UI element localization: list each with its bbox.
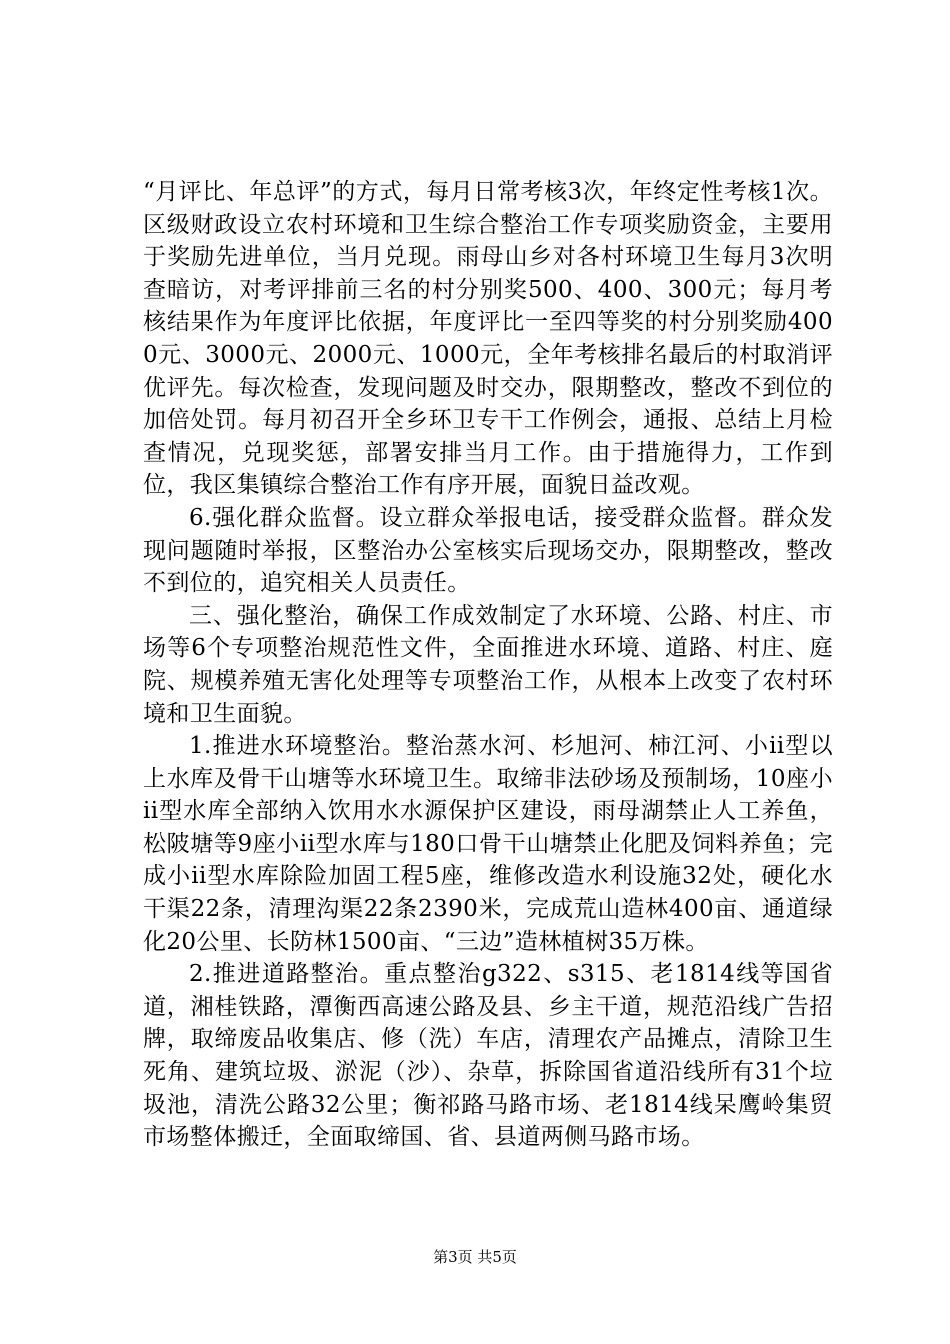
page-footer: 第3页 共5页: [433, 1248, 517, 1266]
paragraph-road-renovation: 2.推进道路整治。重点整治g322、s315、老1814线等国省道，湘桂铁路，潭衡西高速公路及县、乡主干道，规范沿线广告招牌，取缔废品收集店、修（洗）车店，清理农产品摊点，清除卫生死角、建筑垃圾、淤泥（沙）、杂草，拆除国省道沿线所有31个垃圾池，清洗公路32公里；衡祁路马路市场、老1814线呆鹰岭集贸市场整体搬迁，全面取缔国、省、县道两侧马路市场。: [143, 961, 833, 1151]
paragraph-water-environment: 1.推进水环境整治。整治蒸水河、杉旭河、柿江河、小ii型以上水库及骨干山塘等水环境卫生。取缔非法砂场及预制场，10座小ii型水库全部纳入饮用水水源保护区建设，雨母湖禁止人工养鱼，松陂塘等9座小ii型水库与180口骨干山塘禁止化肥及饲料养鱼；完成小ii型水库除险加固工程5座，维修改造水利设施32处，硬化水干渠22条，清理沟渠22条2390米，完成荒山造林400亩、通道绿化20公里、长防林1500亩、“三边”造林植树35万株。: [143, 733, 833, 955]
paragraph-continued: “月评比、年总评”的方式，每月日常考核3次，年终定性考核1次。区级财政设立农村环境和卫生综合整治工作专项奖励资金，主要用于奖励先进单位，当月兑现。雨母山乡对各村环境卫生每月3次明查暗访，对考评排前三名的村分别奖500、400、300元；每月考核结果作为年度评比依据，年度评比一至四等奖的村分别奖励4000元、3000元、2000元、1000元，全年考核排名最后的村取消评优评先。每次检查，发现问题及时交办，限期整改，整改不到位的加倍处罚。每月初召开全乡环卫专干工作例会，通报、总结上月检查情况，兑现奖惩，部署安排当月工作。由于措施得力，工作到位，我区集镇综合整治工作有序开展，面貌日益改观。: [143, 179, 833, 499]
document-body: [143, 176, 833, 1154]
paragraph-supervision: 6.强化群众监督。设立群众举报电话，接受群众监督。群众发现问题随时举报，区整治办公室核实后现场交办，限期整改，整改不到位的，追究相关人员责任。: [143, 504, 833, 597]
paragraph-section-three: 三、强化整治，确保工作成效制定了水环境、公路、村庄、市场等6个专项整治规范性文件，全面推进水环境、道路、村庄、庭院、规模养殖无害化处理等专项整治工作，从根本上改变了农村环境和卫生面貌。: [143, 602, 833, 727]
